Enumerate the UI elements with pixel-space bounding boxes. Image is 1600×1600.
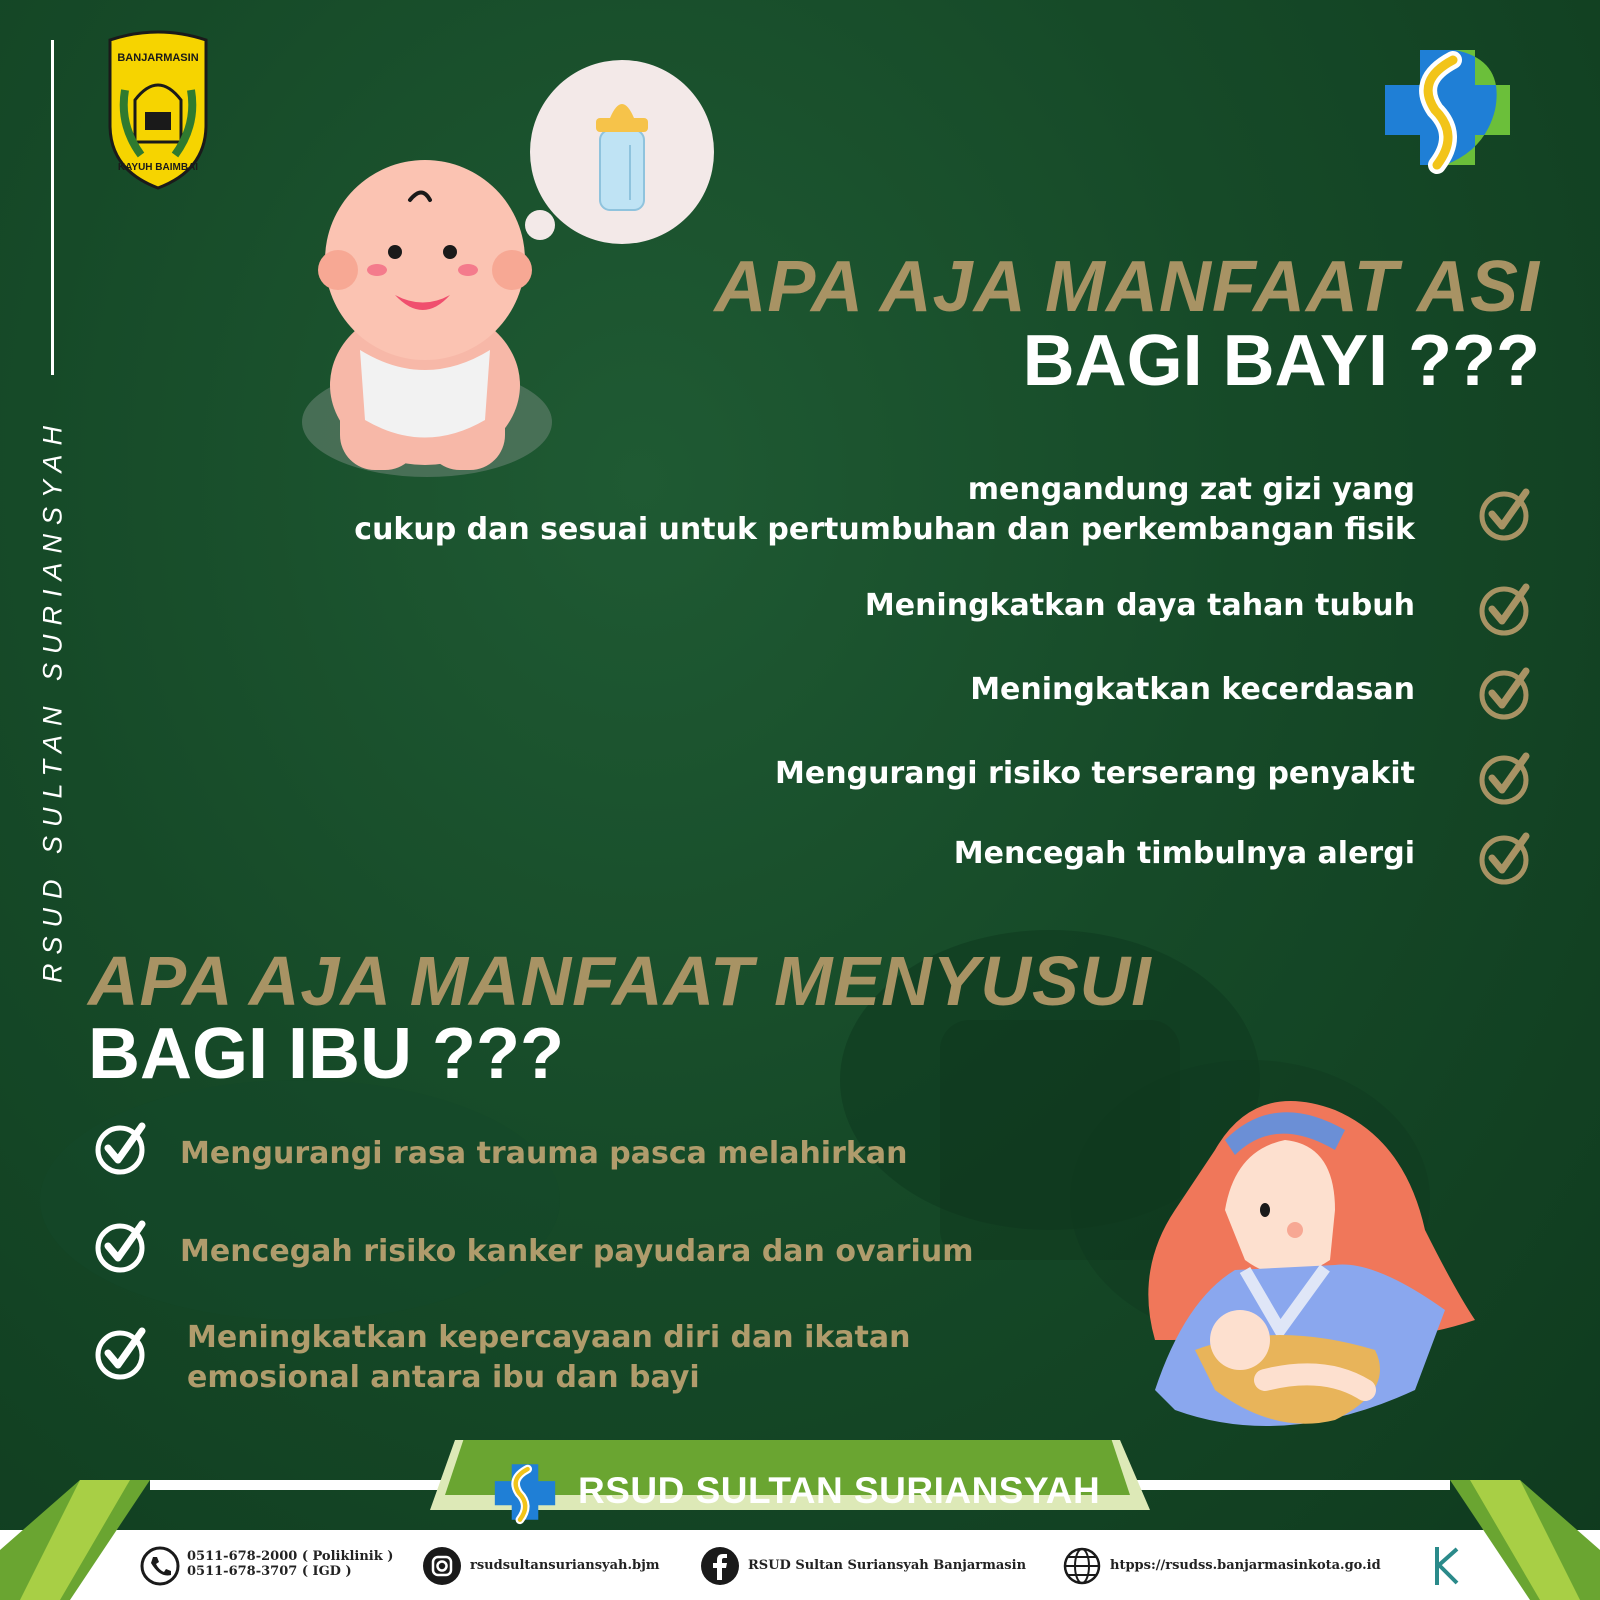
footer-banner-title: RSUD SULTAN SURIANSYAH xyxy=(578,1470,1101,1511)
side-divider-line xyxy=(51,40,54,375)
mom-benefit-3-line1: Meningkatkan kepercayaan diri dan ikatan xyxy=(187,1320,911,1355)
mom-benefit-3 xyxy=(187,1318,911,1398)
check-icon xyxy=(1478,665,1534,721)
breastfeeding-mother-illustration xyxy=(1135,1090,1515,1474)
baby-benefit-3: Meningkatkan kecerdasan xyxy=(970,672,1415,707)
check-icon xyxy=(94,1218,150,1274)
phone-poliklinik: 0511-678-2000 ( Poliklinik ) xyxy=(187,1549,394,1564)
check-icon xyxy=(1478,830,1534,886)
baby-benefit-5: Mencegah timbulnya alergi xyxy=(953,836,1415,871)
baby-section-title xyxy=(714,247,1540,401)
rsud-logo xyxy=(1375,40,1520,179)
phone-icon xyxy=(140,1546,180,1586)
check-icon xyxy=(94,1120,150,1176)
logo-top-text: BANJARMASIN xyxy=(117,52,199,64)
website-url[interactable]: htpps://rsudss.banjarmasinkota.go.id xyxy=(1110,1558,1381,1573)
footer-rsud-logo xyxy=(490,1457,560,1527)
check-icon xyxy=(94,1325,150,1381)
kars-accreditation-logo xyxy=(1433,1543,1465,1589)
list-item xyxy=(354,470,1415,550)
mom-benefit-1: Mengurangi rasa trauma pasca melahirkan xyxy=(180,1136,908,1171)
globe-icon xyxy=(1062,1546,1102,1586)
instagram-icon xyxy=(422,1546,462,1586)
side-vertical-label: RSUD SULTAN SURIANSYAH xyxy=(37,416,68,984)
baby-benefit-1-line2: cukup dan sesuai untuk pertumbuhan dan perkembangan fisik xyxy=(354,512,1415,547)
baby-benefit-1-line1: mengandung zat gizi yang xyxy=(967,472,1415,507)
check-icon xyxy=(1478,581,1534,637)
check-icon xyxy=(1478,486,1534,542)
baby-benefit-2: Meningkatkan daya tahan tubuh xyxy=(864,588,1415,623)
facebook-icon xyxy=(700,1546,740,1586)
baby-benefit-4: Mengurangi risiko terserang penyakit xyxy=(775,756,1415,791)
phone-igd: 0511-678-3707 ( IGD ) xyxy=(187,1564,352,1579)
baby-title-line1: APA AJA MANFAAT ASI xyxy=(714,247,1540,327)
facebook-page[interactable]: RSUD Sultan Suriansyah Banjarmasin xyxy=(748,1558,1027,1573)
mom-title-line1: APA AJA MANFAAT MENYUSUI xyxy=(88,942,1152,1020)
check-icon xyxy=(1478,750,1534,806)
mom-section-title xyxy=(88,942,1152,1094)
logo-bottom-text: KAYUH BAIMBAI xyxy=(117,162,199,173)
instagram-handle[interactable]: rsudsultansuriansyah.bjm xyxy=(470,1558,660,1573)
mom-benefit-2: Mencegah risiko kanker payudara dan ovarium xyxy=(180,1234,974,1269)
baby-bottle-icon xyxy=(596,104,648,210)
baby-illustration xyxy=(300,60,740,494)
mom-title-line2: BAGI IBU ??? xyxy=(88,1014,564,1094)
mom-benefit-3-line2: emosional antara ibu dan bayi xyxy=(187,1360,700,1395)
banjarmasin-logo xyxy=(105,30,211,194)
baby-title-line2: BAGI BAYI ??? xyxy=(1022,321,1540,401)
phone-numbers xyxy=(187,1549,393,1579)
